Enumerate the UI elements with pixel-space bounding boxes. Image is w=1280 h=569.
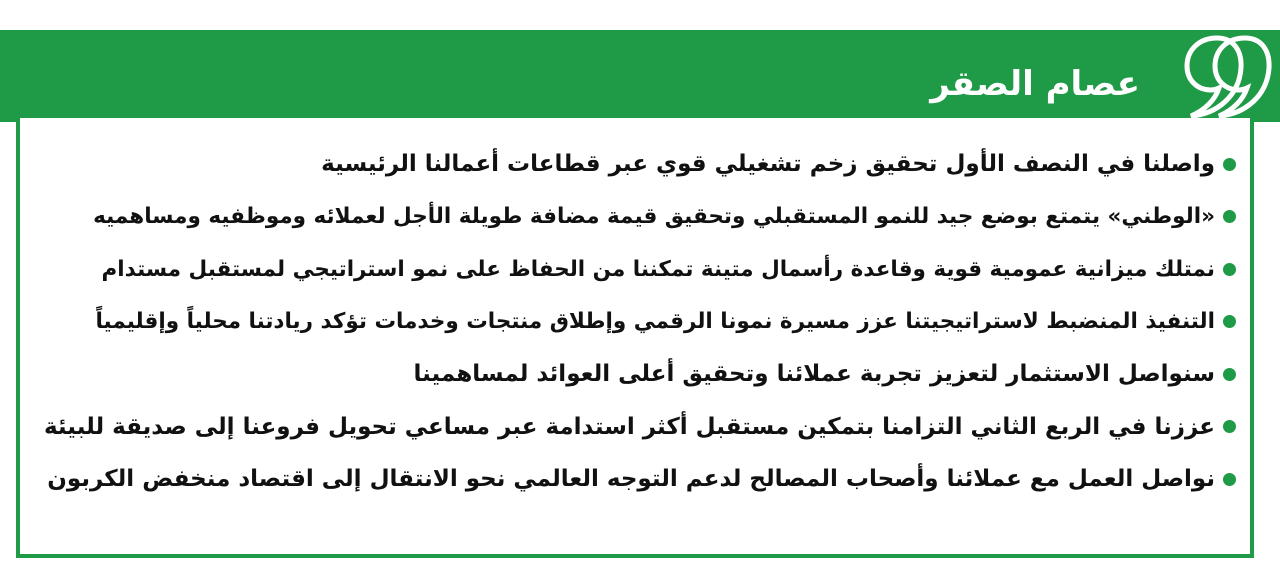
- list-item: [20, 453, 1236, 506]
- bullet-dot-icon: [1223, 315, 1236, 328]
- point-text: واصلنا في النصف الأول تحقيق زخم تشغيلي قوي عبر قطاعات أعمالنا الرئيسية: [321, 151, 1215, 178]
- list-item: [20, 191, 1236, 244]
- point-text: نواصل العمل مع عملائنا وأصحاب المصالح لدعم التوجه العالمي نحو الانتقال إلى اقتصاد منخفض الكربون: [47, 466, 1215, 493]
- list-item: [20, 401, 1236, 454]
- bullet-dot-icon: [1223, 263, 1236, 276]
- point-text: التنفيذ المنضبط لاستراتيجيتنا عزز مسيرة نمونا الرقمي وإطلاق منتجات وخدمات تؤكد ريادتنا محلياً وإقليمياً: [95, 309, 1215, 335]
- list-item: [20, 243, 1236, 296]
- list-item: [20, 138, 1236, 191]
- bullet-dot-icon: [1223, 210, 1236, 223]
- quote-marks-icon: [1147, 30, 1272, 122]
- list-item: [20, 296, 1236, 349]
- point-text: عززنا في الربع الثاني التزامنا بتمكين مستقبل أكثر استدامة عبر مساعي تحويل فروعنا إلى صديقة للبيئة: [43, 413, 1215, 440]
- key-points-list: [20, 138, 1236, 506]
- point-text: نمتلك ميزانية عمومية قوية وقاعدة رأسمال متينة تمكننا من الحفاظ على نمو استراتيجي لمستقبل مستدام: [101, 256, 1215, 282]
- bullet-dot-icon: [1223, 368, 1236, 381]
- point-text: «الوطني» يتمتع بوضع جيد للنمو المستقبلي وتحقيق قيمة مضافة طويلة الأجل لعملائه وموظفيه ومساهميه: [93, 204, 1215, 230]
- list-item: [20, 348, 1236, 401]
- speaker-name: عصام الصقر: [930, 64, 1140, 104]
- bullet-dot-icon: [1223, 420, 1236, 433]
- bullet-dot-icon: [1223, 473, 1236, 486]
- bullet-dot-icon: [1223, 158, 1236, 171]
- point-text: سنواصل الاستثمار لتعزيز تجربة عملائنا وتحقيق أعلى العوائد لمساهمينا: [413, 361, 1215, 388]
